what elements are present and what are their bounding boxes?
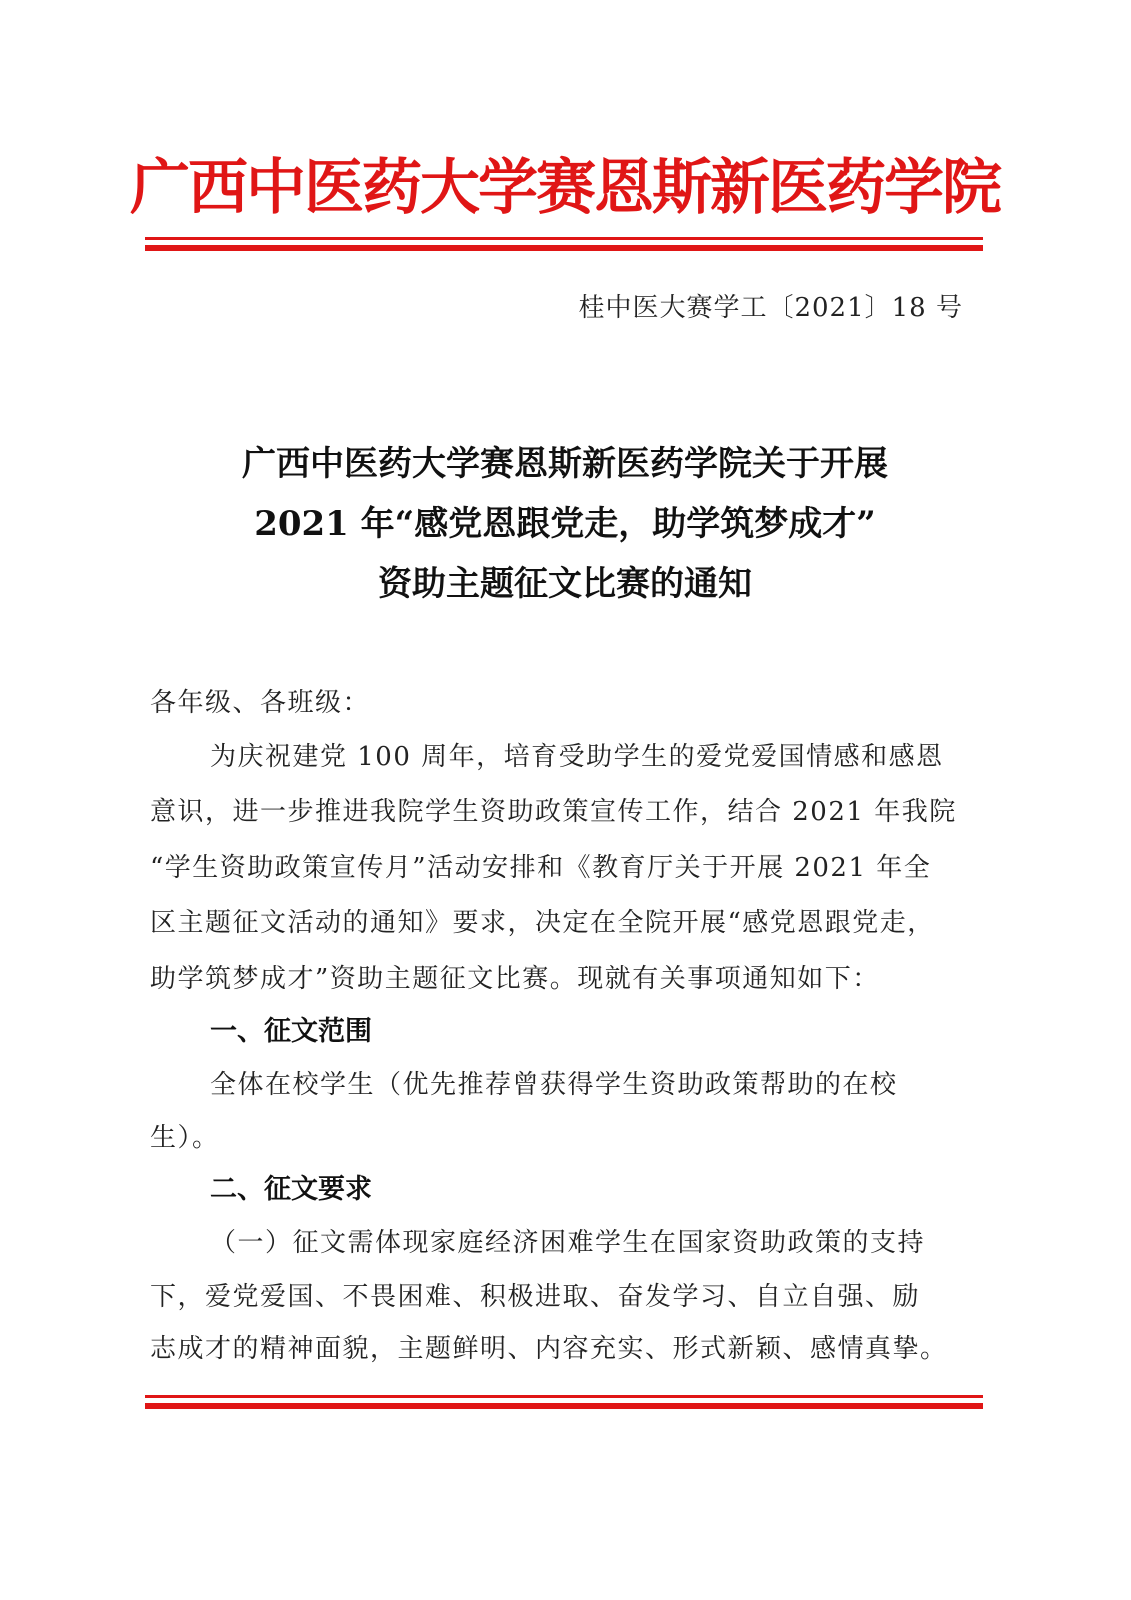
header-rule-thin [145,237,983,240]
intro-line-1: 为庆祝建党 100 周年，培育受助学生的爱党爱国情感和感恩 [210,742,944,772]
salutation: 各年级、各班级： [150,688,371,718]
notice-title-line-1: 广西中医药大学赛恩斯新医药学院关于开展 [242,444,888,484]
intro-line-4: 区主题征文活动的通知》要求，决定在全院开展“感党恩跟党走， [150,908,935,938]
header-rule-thick [145,245,983,251]
section-2-line-1: （一）征文需体现家庭经济困难学生在国家资助政策的支持 [210,1228,926,1258]
intro-line-3: “学生资助政策宣传月”活动安排和《教育厅关于开展 2021 年全 [150,853,932,883]
section-1-line-1: 全体在校学生（优先推荐曾获得学生资助政策帮助的在校 [210,1070,898,1100]
notice-title-line-3: 资助主题征文比赛的通知 [378,564,752,604]
section-2-heading: 二、征文要求 [210,1174,372,1205]
document-number: 桂中医大赛学工〔2021〕18 号 [578,293,963,323]
intro-line-2: 意识，进一步推进我院学生资助政策宣传工作，结合 2021 年我院 [150,797,957,827]
footer-rule-thin [145,1395,983,1398]
masthead-title: 广西中医药大学赛恩斯新医药学院 [130,153,1000,223]
notice-title-line-2: 2021 年“感党恩跟党走，助学筑梦成才” [254,504,876,544]
intro-line-5: 助学筑梦成才”资助主题征文比赛。现就有关事项通知如下： [150,964,880,994]
footer-rule-thick [145,1403,983,1409]
section-1-heading: 一、征文范围 [210,1016,372,1047]
section-2-line-2: 下，爱党爱国、不畏困难、积极进取、奋发学习、自立自强、励 [150,1282,921,1312]
section-2-line-3: 志成才的精神面貌，主题鲜明、内容充实、形式新颖、感情真挚。 [150,1334,948,1364]
section-1-line-2: 生）。 [150,1123,220,1153]
